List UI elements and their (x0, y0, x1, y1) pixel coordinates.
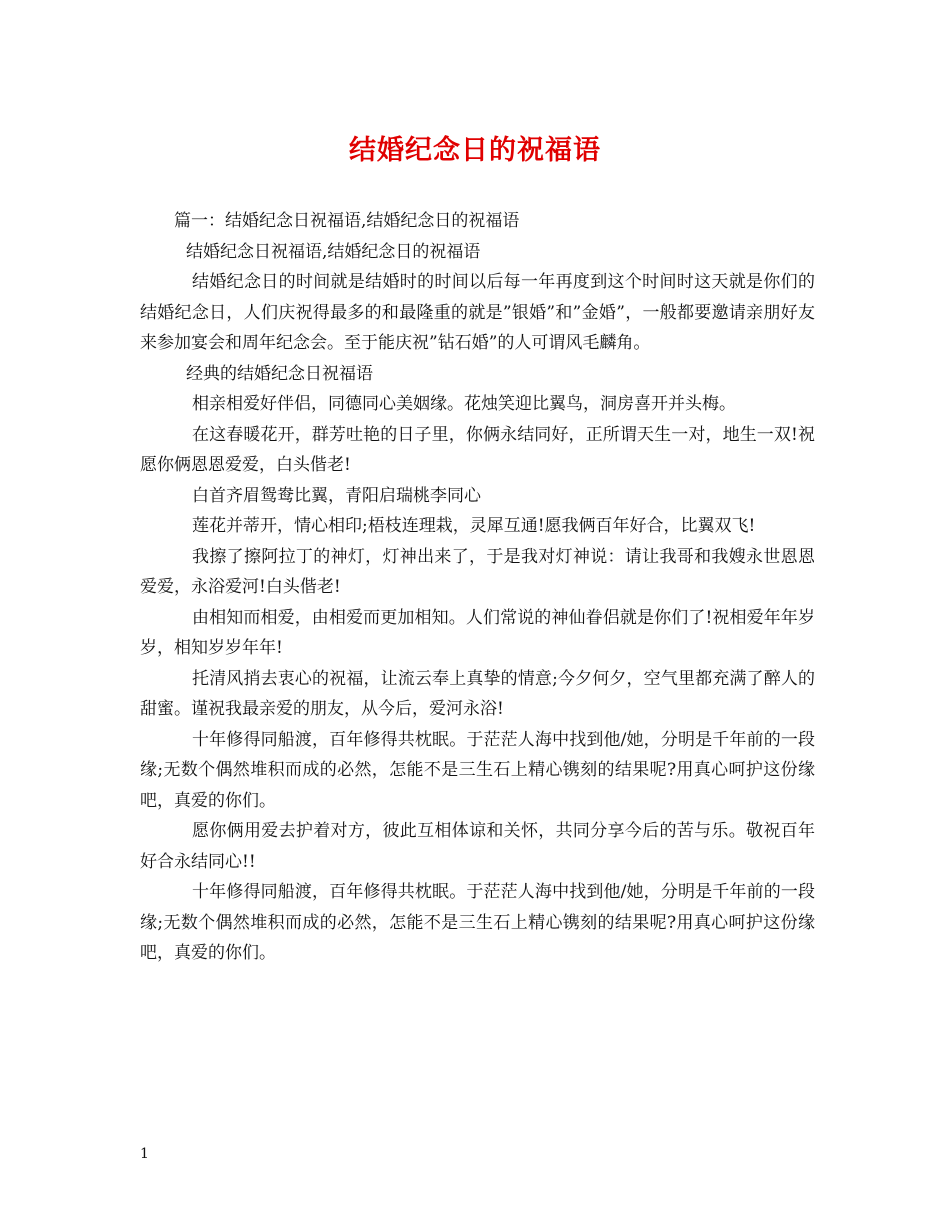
blessing-paragraph: 在这春暖花开，群芳吐艳的日子里，你俩永结同好，正所谓天生一对，地生一双!祝愿你俩恩恩爱爱，白头偕老! (140, 424, 815, 475)
article-subheading: 结婚纪念日祝福语,结婚纪念日的祝福语 (186, 241, 481, 262)
blessing-paragraph: 由相知而相爱，由相爱而更加相知。人们常说的神仙眷侣就是你们了!祝相爱年年岁岁，相知岁岁年年! (140, 607, 815, 658)
blessing-paragraph: 相亲相爱好伴侣，同德同心美姻缘。花烛笑迎比翼鸟，洞房喜开并头梅。 (192, 394, 736, 414)
article-heading: 篇一：结婚纪念日祝福语,结婚纪念日的祝福语 (174, 211, 520, 231)
document-title: 结婚纪念日的祝福语 (349, 135, 601, 166)
blessing-paragraph: 白首齐眉鸳鸯比翼，青阳启瑞桃李同心 (192, 485, 481, 506)
blessing-paragraph: 托清风捎去衷心的祝福，让流云奉上真挚的情意;今夕何夕，空气里都充满了醉人的甜蜜。谨祝我最亲爱的朋友，从今后，爱河永浴! (140, 668, 815, 719)
blessing-paragraph: 愿你俩用爱去护着对方，彼此互相体谅和关怀，共同分享今后的苦与乐。敬祝百年好合永结同心!! (140, 821, 815, 872)
document-body (140, 206, 815, 969)
intro-paragraph: 结婚纪念日的时间就是结婚时的时间以后每一年再度到这个时间时这天就是你们的结婚纪念日，人们庆祝得最多的和最隆重的就是”银婚”和”金婚”，一般都要邀请亲朋好友来参加宴会和周年纪念会。至于能庆祝”钻石婚”的人可谓风毛麟角。 (140, 272, 815, 353)
page-number: 1 (140, 1146, 149, 1162)
blessing-paragraph: 十年修得同船渡，百年修得共枕眠。于茫茫人海中找到他/她，分明是千年前的一段缘;无数个偶然堆积而成的必然，怎能不是三生石上精心镌刻的结果呢?用真心呵护这份缘吧，真爱的你们。 (140, 729, 815, 811)
blessing-paragraph: 我擦了擦阿拉丁的神灯，灯神出来了，于是我对灯神说：请让我哥和我嫂永世恩恩爱爱，永浴爱河!白头偕老! (140, 546, 815, 597)
blessing-paragraph: 莲花并蒂开，情心相印;梧枝连理栽，灵犀互通!愿我俩百年好合，比翼双飞! (192, 516, 756, 536)
blessing-paragraph: 十年修得同船渡，百年修得共枕眠。于茫茫人海中找到他/她，分明是千年前的一段缘;无数个偶然堆积而成的必然，怎能不是三生石上精心镌刻的结果呢?用真心呵护这份缘吧，真爱的你们。 (140, 882, 815, 963)
section-title: 经典的结婚纪念日祝福语 (186, 363, 373, 384)
